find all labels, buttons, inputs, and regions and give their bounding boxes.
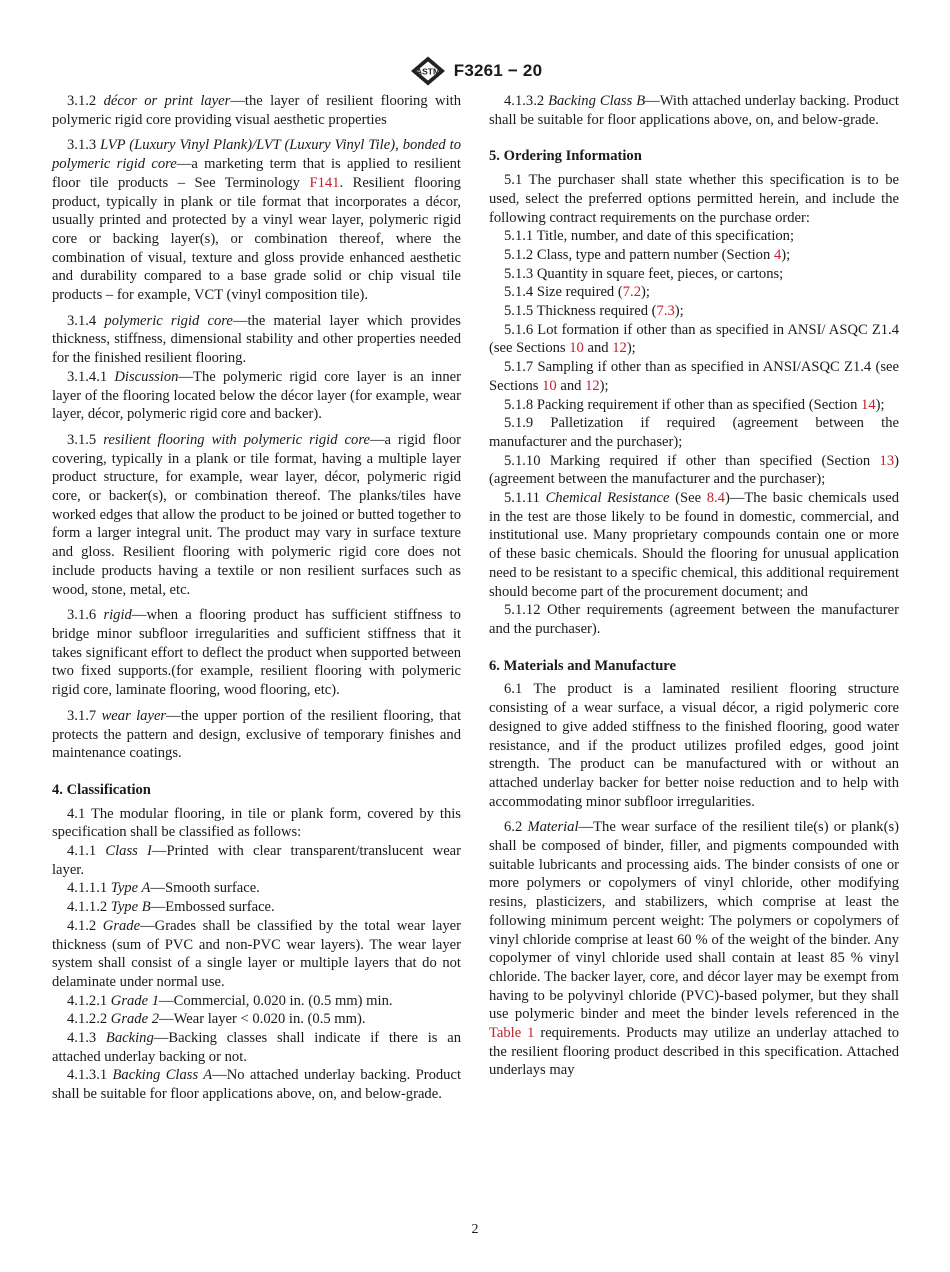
section-4-1-1: 4.1.1 Class I—Printed with clear transparent/translucent wear layer. (52, 843, 462, 878)
reference-link[interactable]: 7.3 (656, 303, 675, 320)
section-3-1-4-1: 3.1.4.1 Discussion—The polymeric rigid core layer is an inner layer of the flooring located below the décor layer (for example, wear layer, décor, polymeric rigid core and backer). (52, 368, 461, 423)
section-5-1-6: 5.1.6 Lot formation if other than as specified in ANSI/ ASQC Z1.4 (see Sections 10 and 12); (489, 321, 899, 357)
section-5-1-9: 5.1.9 Palletization if required (agreement between the manufacturer and the purchaser); (489, 415, 899, 450)
section-3-1-6: 3.1.6 rigid—when a flooring product has sufficient stiffness to bridge minor subfloor irregularities and sufficient stiffness that it takes significant effort to deflect the product when supported between two fixed supports.(for example, resilient flooring with polymeric rigid core, laminate flooring, wood flooring, etc). (52, 607, 461, 699)
section-4-1-2: 4.1.2 Grade—Grades shall be classified by the total wear layer thickness (sum of PVC and non-PVC wear layers). The wear layer system shall consist of a single layer or multiple layers that do not delaminate under normal use. (52, 917, 461, 990)
section-5-1-5: 5.1.5 Thickness required (7.3); (504, 303, 684, 320)
section-5-1-11: 5.1.11 Chemical Resistance (See 8.4)—The basic chemicals used in the test are those likely to be found in domestic, commercial, and institutional use. Many proprietary compounds contain one or more of these basic chemicals. Should the flooring for unusual application need to be resistant to a specific chemical, this additional requirement should become part of the procurement document; and (489, 490, 900, 600)
section-6-2: 6.2 Material—The wear surface of the resilient tile(s) or plank(s) shall be composed of binder, filler, and pigments compounded with suitable lubricants and processing aids. The binder consists of one or more polymers or copolymers of vinyl chloride, other modifying resins, plasticizers, and stabilizers, which comprise at least the following minimum percent weight: The polymers or copolymers of vinyl chloride comprise at least 60 % of the weight of the binder. Any copolymer of vinyl chloride used shall contain at least 85 % vinyl chloride. The backer layer, core, and décor layer may be exempt from having to be polyvinyl chloride (PVC)-based polymer, but they shall use polymeric binder and meet the binder levels referenced in the Table 1 requirements. Products may utilize an underlay attached to the resilient flooring product described in this specification. Attached underlays may (489, 819, 899, 1079)
reference-link[interactable]: 10 (542, 377, 557, 394)
section-3-1-2: 3.1.2 décor or print layer—the layer of resilient flooring with polymeric rigid core providing visual aesthetic properties (52, 93, 461, 128)
section-4-1-3-1: 4.1.3.1 Backing Class A—No attached underlay backing. Product shall be suitable for floor applications above, on, and below-grade. (52, 1067, 461, 1103)
reference-link[interactable]: 14 (861, 396, 876, 413)
reference-link[interactable]: 8.4 (706, 490, 725, 507)
section-5-1-12: 5.1.12 Other requirements (agreement between the manufacturer and the purchaser). (489, 602, 899, 637)
reference-link[interactable]: 12 (612, 340, 627, 357)
section-5-1-8: 5.1.8 Packing requirement if other than as specified (Section 14); (504, 396, 885, 413)
section-4-1-3: 4.1.3 Backing—Backing classes shall indicate if there is an attached underlay backing or not. (52, 1030, 461, 1065)
section-4-1-2-1: 4.1.2.1 Grade 1—Commercial, 0.020 in. (0.5 mm) min. (67, 992, 393, 1009)
section-6-1: 6.1 The product is a laminated resilient flooring structure consisting of a wear surface, a visual décor, a rigid polymeric core designed to give added stiffness to the finished flooring, good water resistance, and if the product utilizes profiled edges, good joint strength. The product can be manufactured with or without an attached underlay backer for better noise reduction and to help with accommodating minor subfloor irregularities. (489, 681, 899, 810)
left-column (52, 92, 461, 1104)
astm-logo-icon (408, 56, 448, 86)
section-5-1-10: 5.1.10 Marking required if other than specified (Section 13) (agreement between the manufacturer and the purchaser); (489, 452, 899, 488)
heading-classification: 4. Classification (52, 781, 151, 798)
section-5-1-7: 5.1.7 Sampling if other than as specified in ANSI/ASQC Z1.4 (see Sections 10 and 12); (489, 359, 899, 394)
right-column (489, 92, 899, 1080)
heading-materials-and-manufacture: 6. Materials and Manufacture (489, 657, 676, 674)
section-4-1: 4.1 The modular flooring, in tile or plank form, covered by this specification shall be classified as follows: (52, 805, 461, 841)
section-5-1-4: 5.1.4 Size required (7.2); (504, 284, 650, 301)
section-5-1: 5.1 The purchaser shall state whether this specification is to be used, select the preferred options permitted herein, and include the following contract requirements on the purchase order: (489, 172, 899, 226)
reference-link[interactable]: 12 (585, 377, 600, 394)
section-4-1-1-1: 4.1.1.1 Type A—Smooth surface. (67, 880, 260, 897)
reference-link[interactable]: 7.2 (622, 284, 641, 301)
section-3-1-7: 3.1.7 wear layer—the upper portion of the resilient flooring, that protects the pattern and design, exclusive of temporary finishes and maintenance coatings. (52, 707, 462, 762)
section-4-1-2-2: 4.1.2.2 Grade 2—Wear layer < 0.020 in. (0.5 mm). (67, 1011, 366, 1028)
section-5-1-3: 5.1.3 Quantity in square feet, pieces, or cartons; (504, 265, 784, 282)
page-number: 2 (471, 1222, 479, 1237)
reference-link[interactable]: 10 (569, 340, 584, 357)
reference-link[interactable]: Table 1 (489, 1025, 535, 1042)
section-5-1-1: 5.1.1 Title, number, and date of this specification; (504, 228, 795, 245)
section-4-1-1-2: 4.1.1.2 Type B—Embossed surface. (67, 899, 275, 916)
page-header (0, 56, 950, 86)
document-designation: F3261 − 20 (453, 61, 543, 80)
svg-text:ASTM: ASTM (415, 66, 440, 77)
reference-link[interactable]: F141 (309, 174, 340, 191)
section-3-1-5: 3.1.5 resilient flooring with polymeric rigid core—a rigid floor covering, typically in a plank or tile format, having a multiple layer product structure, for example, wear layer, décor, polymeric rigid core, or backer(s), or combination thereof. The planks/tiles have worked edges that allow the product to be joined or butted together to form a larger integral unit. The product may vary in surface texture and gloss. Resilient flooring with polymeric rigid core does not include products having a textile or non resilient surfaces such as wood, stone, metal, etc. (52, 431, 461, 598)
heading-ordering-information: 5. Ordering Information (489, 148, 642, 165)
section-3-1-4: 3.1.4 polymeric rigid core—the material layer which provides thickness, stiffness, dimensional stability and other properties needed for the finished resilient flooring. (52, 312, 461, 367)
reference-link[interactable]: 13 (879, 452, 895, 469)
section-3-1-3: 3.1.3 LVP (Luxury Vinyl Plank)/LVT (Luxury Vinyl Tile), bonded to polymeric rigid core—a marketing term that is applied to resilient floor tile products – See Terminology F141. Resilient flooring product, typically in plank or tile format that incorporates a décor, usually printed and protected by a vinyl wear layer, polymeric rigid core or backing layer(s), or combination thereof, where the combination of visual, texture and gloss provide enhanced aesthetic and durability compared to a base grade solid or chip visual tile products – for example, VCT (vinyl composition tile). (52, 137, 461, 304)
reference-link[interactable]: 4 (773, 246, 782, 263)
section-4-1-3-2: 4.1.3.2 Backing Class B—With attached underlay backing. Product shall be suitable for floor applications above, on, and below-grade. (489, 93, 899, 128)
section-5-1-2: 5.1.2 Class, type and pattern number (Section 4); (504, 246, 791, 263)
